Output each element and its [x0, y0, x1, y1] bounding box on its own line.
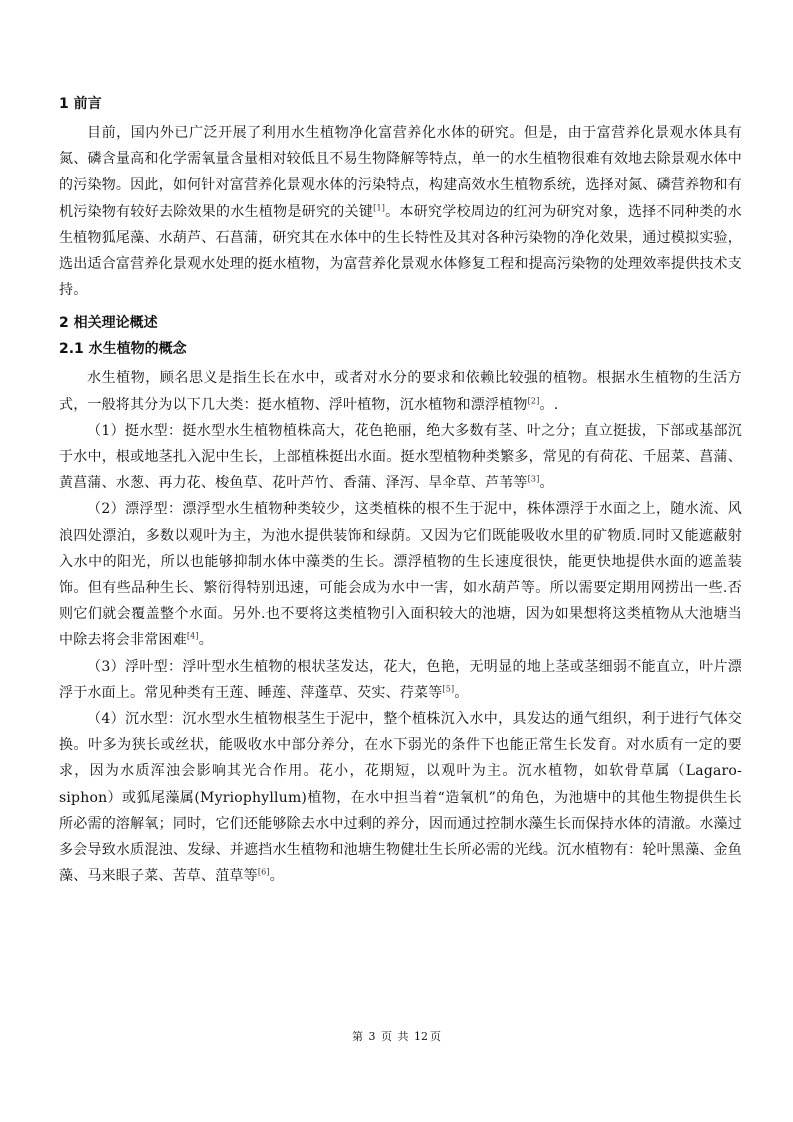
total-pages: 12 — [414, 1030, 428, 1043]
paragraph-text: 。 — [269, 868, 284, 885]
plant-definition-paragraph — [59, 365, 742, 417]
paragraph-text: （2）漂浮型：漂浮型水生植物种类较少，这类植株的根不生于泥中，株体漂浮于水面之上，随水流、风浪四处漂泊，多数以观叶为主，为池水提供装饰和绿荫。又因为它们既能吸收水里的矿物质.同时又能遮蔽射入水中的阳光，所以也能够抑制水体中藻类的生长。漂浮植物的生长速度很快，能更快地提供水面的遮盖装饰。但有些品种生长、繁衍得特别迅速，可能会成为水中一害，如水葫芦等。所以需要定期用网捞出一些.否则它们就会覆盖整个水面。另外.也不要将这类植物引入面积较大的池塘，因为如果想将这类植物从大池塘当中除去将会非常困难 — [59, 501, 742, 649]
footer-text: 第 — [352, 1030, 363, 1043]
citation-ref[interactable]: [1] — [373, 202, 386, 212]
subsection-heading-plant-concept: 2.1 水生植物的概念 — [59, 341, 187, 358]
paragraph-text: 目前，国内外已广泛开展了利用水生植物净化富营养化水体的研究。但是，由于富营养化景观水体具有氮、磷含量高和化学需氧量含量相对较低且不易生物降解等特点，单一的水生植物很难有效地去除景观水体中的污染物。因此，如何针对富营养化景观水体的污染特点，构建高效水生植物系统，选择对氮、磷营养物和有机污染物有较好去除效果的水生植物是研究的关键 — [59, 125, 742, 220]
paragraph-text: （3）浮叶型：浮叶型水生植物的根状茎发达，花大，色艳，无明显的地上茎或茎细弱不能直立，叶片漂浮于水面上。常见种类有王莲、睡莲、萍蓬草、芡实、荇菜等 — [59, 658, 742, 701]
footer-text: 页 — [381, 1030, 392, 1043]
page-number: 3 — [368, 1030, 376, 1043]
citation-ref[interactable]: [4] — [186, 631, 199, 641]
paragraph-text: 。本研究学校周边的红河为研究对象，选择不同种类的水生植物狐尾藻、水葫芦、石菖蒲，研究其在水体中的生长特性及其对各种污染物的净化效果，通过模拟实验，选出适合富营养化景观水处理的挺水植物，为富营养化景观水体修复工程和提高污染物的处理效率提供技术支持。 — [59, 203, 743, 299]
section-heading-introduction: 1 前言 — [59, 96, 102, 112]
citation-ref[interactable]: [3] — [527, 474, 540, 484]
page-content — [59, 94, 742, 889]
paragraph-text: 。 — [454, 684, 469, 701]
paragraph-text: （1）挺水型：挺水型水生植物植株高大，花色艳丽，绝大多数有茎、叶之分；直立挺拔，下部或基部沉于水中，根或地茎扎入泥中生长，上部植株挺出水面。挺水型植物种类繁多，常见的有荷花、千屈菜、菖蒲、黄菖蒲、水葱、再力花、梭鱼草、花叶芦竹、香蒲、泽泻、旱伞草、芦苇等 — [59, 422, 742, 492]
footer-text: 共 — [397, 1030, 409, 1043]
paragraph-text: 。. — [539, 396, 559, 413]
paragraph-text: 水生植物，顾名思义是指生长在水中，或者对水分的要求和依赖比较强的植物。根据水生植物的生活方式，一般将其分为以下几大类：挺水植物、浮叶植物，沉水植物和漂浮植物 — [59, 370, 742, 413]
paragraph-text: （4）沉水型：沉水型水生植物根茎生于泥中，整个植株沉入水中，具发达的通气组织，利于进行气体交换。叶多为狭长或丝状，能吸收水中部分养分，在水下弱光的条件下也能正常生长发育。对水质有一定的要求，因为水质浑浊会影响其光合作用。花小，花期短，以观叶为主。沉水植物，如软骨草属（Lagaro-siphon）或狐尾藻属(Myriophyllum)植物，在水中担当着“造氧机”的角色，为池塘中的其他生物提供生长所必需的溶解氧；同时，它们还能够除去水中过剩的养分，因而通过控制水藻生长而保持水体的清澈。水藻过多会导致水质混浊、发绿、并遮挡水生植物和池塘生物健壮生长所必需的光线。沉水植物有：轮叶黑藻、金鱼藻、马来眼子菜、苦草、菹草等 — [59, 711, 742, 885]
citation-ref[interactable]: [6] — [257, 867, 270, 877]
submerged-type-paragraph — [59, 706, 742, 889]
footer-text: 页 — [430, 1030, 441, 1043]
citation-ref[interactable]: [2] — [527, 395, 540, 405]
citation-ref[interactable]: [5] — [442, 684, 455, 694]
floating-type-paragraph — [59, 496, 742, 653]
floating-leaf-type-paragraph — [59, 654, 742, 706]
section-heading-theory: 2 相关理论概述 — [59, 315, 158, 332]
page-footer — [0, 1028, 793, 1044]
introduction-paragraph — [59, 120, 742, 303]
emergent-type-paragraph — [59, 418, 742, 497]
paragraph-text: 。 — [539, 475, 554, 492]
paragraph-text: 。 — [198, 632, 213, 649]
